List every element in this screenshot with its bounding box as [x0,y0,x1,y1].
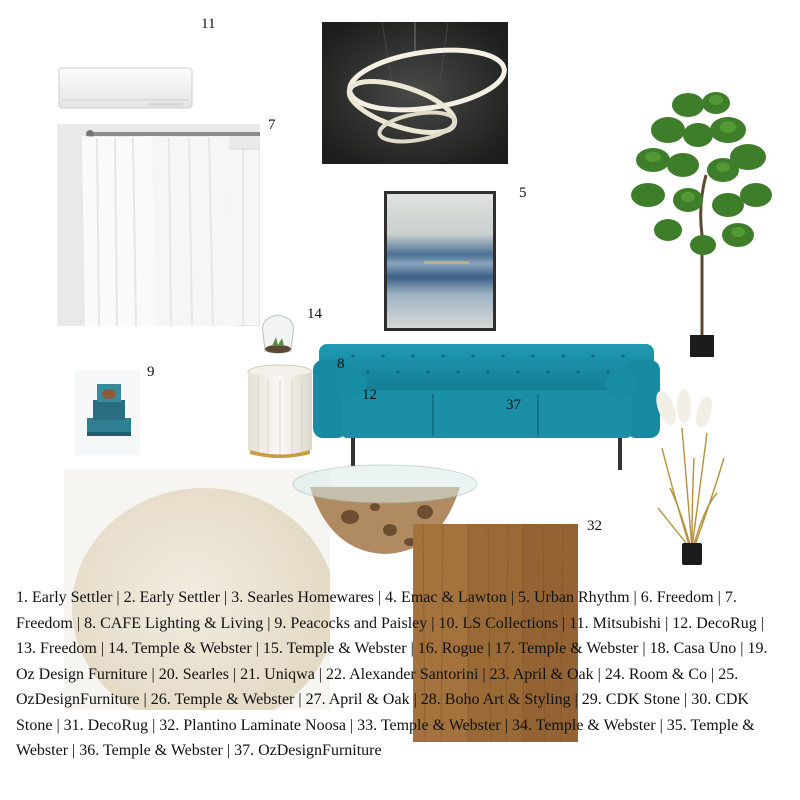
item-number-8: 8 [337,356,345,372]
air-conditioner-image [58,67,193,110]
item-number-7: 7 [268,117,276,133]
side-table-image [246,364,314,459]
item-number-12: 12 [362,387,377,403]
item-number-5: 5 [519,185,527,201]
teal-chesterfield-sofa-image [313,340,660,472]
abstract-painting-image [384,191,496,331]
item-number-37: 37 [506,397,521,413]
supplier-credits-text: 1. Early Settler | 2. Early Settler | 3. Searles Homewares | 4. Emac & Lawton | 5. Urban Rhythm | 6. Freedom | 7. Freedom | 8. CAFE Lighting & Living | 9. Peacocks and Paisley | 10. LS Collections | 11. Mitsubishi | 12. DecoRug | 13. Freedom | 14. Temple & Webster | 15. Temple & Webster | 16. Rogue | 17. Temple & Webster | 18. Casa Uno | 19. Oz Design Furniture | 20. Searles | 21. Uniqwa | 22. Alexander Santorini | 23. April & Oak | 24. Room & Co | 25. OzDesignFurniture | 26. Temple & Webster | 27. April & Oak | 28. Boho Art & Styling | 29. CDK Stone | 30. CDK Stone | 31. DecoRug | 32. Plantino Laminate Noosa | 33. Temple & Webster | 34. Temple & Webster | 35. Temple & Webster | 36. Temple & Webster | 37. OzDesignFurniture [16,589,768,759]
fiddle-leaf-plant-image [628,85,776,360]
item-number-11: 11 [201,16,216,32]
sheer-curtain-image [57,124,260,326]
item-number-32: 32 [587,518,602,534]
pendant-light-image [322,22,508,164]
pampas-grass-plant-image [652,388,732,566]
item-number-14: 14 [307,306,322,322]
item-number-9: 9 [147,364,155,380]
blue-ornament-image [75,370,140,455]
terrarium-image [258,313,298,355]
